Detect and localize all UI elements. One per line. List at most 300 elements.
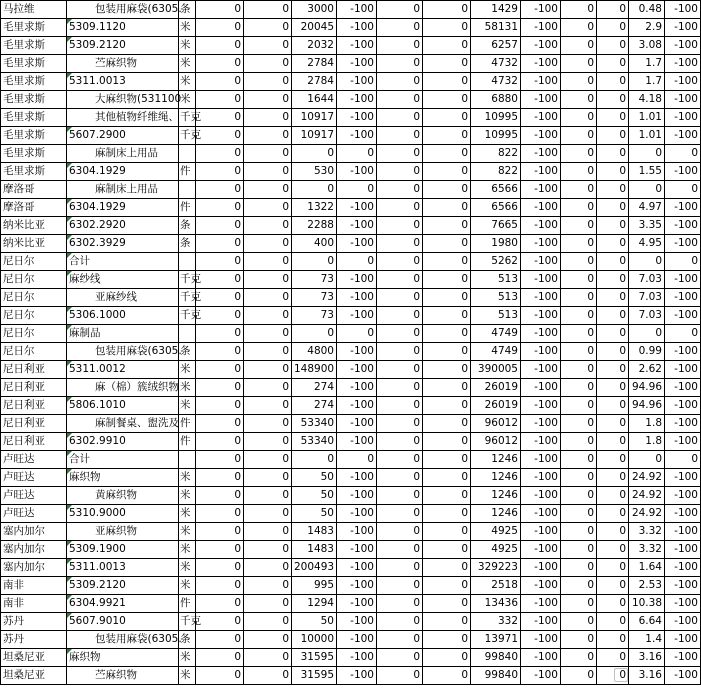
value-cell[interactable]: -100 — [337, 127, 377, 145]
value-cell[interactable]: -100 — [521, 559, 561, 577]
value-cell[interactable]: -100 — [521, 541, 561, 559]
value-cell[interactable]: 0 — [377, 559, 423, 577]
value-cell[interactable]: -100 — [665, 235, 701, 253]
value-cell[interactable]: 0 — [561, 487, 597, 505]
value-cell[interactable]: -100 — [337, 217, 377, 235]
unit-cell[interactable]: 米 — [179, 541, 196, 559]
unit-cell[interactable]: 米 — [179, 487, 196, 505]
value-cell[interactable]: -100 — [665, 19, 701, 37]
value-cell[interactable]: 0 — [377, 631, 423, 649]
value-cell[interactable]: 0 — [423, 451, 471, 469]
unit-cell[interactable]: 条 — [179, 235, 196, 253]
value-cell[interactable]: 0 — [561, 289, 597, 307]
value-cell[interactable]: 0 — [244, 1, 292, 19]
value-cell[interactable]: 1246 — [471, 487, 521, 505]
value-cell[interactable]: -100 — [337, 307, 377, 325]
product-name-cell[interactable]: 包装用麻袋(6305. — [67, 1, 179, 19]
country-cell[interactable]: 尼日利亚 — [1, 415, 67, 433]
value-cell[interactable]: 0 — [337, 253, 377, 271]
value-cell[interactable]: 0 — [244, 343, 292, 361]
unit-cell[interactable]: 米 — [179, 469, 196, 487]
unit-cell[interactable]: 条 — [179, 343, 196, 361]
value-cell[interactable]: 7.03 — [629, 271, 665, 289]
value-cell[interactable]: 0 — [196, 109, 244, 127]
unit-cell[interactable]: 条 — [179, 631, 196, 649]
country-cell[interactable]: 卢旺达 — [1, 505, 67, 523]
value-cell[interactable]: 0 — [196, 559, 244, 577]
value-cell[interactable]: 0 — [597, 325, 629, 343]
value-cell[interactable]: -100 — [665, 577, 701, 595]
unit-cell[interactable]: 米 — [179, 559, 196, 577]
value-cell[interactable]: 0 — [337, 451, 377, 469]
value-cell[interactable]: 0 — [423, 487, 471, 505]
unit-cell[interactable] — [179, 325, 196, 343]
value-cell[interactable]: 0 — [244, 415, 292, 433]
hs-code-cell[interactable]: 5311.0013 — [67, 559, 179, 577]
value-cell[interactable]: -100 — [337, 433, 377, 451]
value-cell[interactable]: -100 — [521, 487, 561, 505]
value-cell[interactable]: 400 — [292, 235, 337, 253]
value-cell[interactable]: 0 — [561, 127, 597, 145]
value-cell[interactable]: 0 — [423, 343, 471, 361]
value-cell[interactable]: 0 — [561, 181, 597, 199]
value-cell[interactable]: 0 — [561, 343, 597, 361]
value-cell[interactable]: 0 — [377, 379, 423, 397]
value-cell[interactable]: 0 — [561, 19, 597, 37]
product-name-cell[interactable]: 麻制床上用品 — [67, 145, 179, 163]
value-cell[interactable]: 0 — [244, 361, 292, 379]
value-cell[interactable]: -100 — [521, 271, 561, 289]
value-cell[interactable]: 0 — [597, 235, 629, 253]
value-cell[interactable]: 0 — [597, 199, 629, 217]
value-cell[interactable]: 0 — [597, 361, 629, 379]
hs-code-cell[interactable]: 5309.1900 — [67, 541, 179, 559]
value-cell[interactable]: 0 — [196, 415, 244, 433]
value-cell[interactable]: 0 — [597, 289, 629, 307]
value-cell[interactable]: 1246 — [471, 469, 521, 487]
value-cell[interactable]: 1.7 — [629, 55, 665, 73]
value-cell[interactable]: -100 — [337, 649, 377, 667]
value-cell[interactable]: 0 — [561, 469, 597, 487]
country-cell[interactable]: 尼日尔 — [1, 253, 67, 271]
value-cell[interactable]: 0 — [196, 289, 244, 307]
value-cell[interactable]: -100 — [521, 613, 561, 631]
value-cell[interactable]: 0 — [561, 217, 597, 235]
hs-code-cell[interactable]: 5310.9000 — [67, 505, 179, 523]
value-cell[interactable]: -100 — [665, 37, 701, 55]
value-cell[interactable]: -100 — [521, 397, 561, 415]
value-cell[interactable]: 0 — [196, 217, 244, 235]
value-cell[interactable]: 0 — [597, 397, 629, 415]
value-cell[interactable]: 0 — [196, 631, 244, 649]
value-cell[interactable]: 24.92 — [629, 469, 665, 487]
value-cell[interactable]: 0 — [423, 325, 471, 343]
unit-cell[interactable]: 米 — [179, 361, 196, 379]
hs-code-cell[interactable]: 6304.1929 — [67, 199, 179, 217]
value-cell[interactable]: 99840 — [471, 667, 521, 685]
country-cell[interactable]: 坦桑尼亚 — [1, 667, 67, 685]
value-cell[interactable]: -100 — [665, 487, 701, 505]
value-cell[interactable]: 0 — [244, 487, 292, 505]
value-cell[interactable]: 0 — [597, 451, 629, 469]
value-cell[interactable]: 0 — [665, 325, 701, 343]
value-cell[interactable]: 0 — [196, 181, 244, 199]
value-cell[interactable]: 0 — [561, 199, 597, 217]
value-cell[interactable]: 0 — [377, 307, 423, 325]
country-cell[interactable]: 卢旺达 — [1, 469, 67, 487]
value-cell[interactable]: -100 — [521, 325, 561, 343]
value-cell[interactable]: 0 — [244, 433, 292, 451]
value-cell[interactable]: 0 — [377, 649, 423, 667]
value-cell[interactable]: -100 — [521, 577, 561, 595]
value-cell[interactable]: 0 — [244, 631, 292, 649]
value-cell[interactable]: 0 — [196, 55, 244, 73]
value-cell[interactable]: 0 — [377, 19, 423, 37]
value-cell[interactable]: 73 — [292, 307, 337, 325]
value-cell[interactable]: 0 — [423, 307, 471, 325]
value-cell[interactable]: 3000 — [292, 1, 337, 19]
hs-code-cell[interactable]: 5306.1000 — [67, 307, 179, 325]
value-cell[interactable]: 0 — [377, 613, 423, 631]
value-cell[interactable]: 0 — [597, 343, 629, 361]
value-cell[interactable]: 0 — [423, 271, 471, 289]
country-cell[interactable]: 纳米比亚 — [1, 235, 67, 253]
value-cell[interactable]: 0 — [377, 541, 423, 559]
value-cell[interactable]: 0 — [377, 37, 423, 55]
value-cell[interactable]: 0 — [244, 199, 292, 217]
value-cell[interactable]: 0 — [423, 559, 471, 577]
value-cell[interactable]: 4925 — [471, 541, 521, 559]
value-cell[interactable]: 0 — [244, 379, 292, 397]
value-cell[interactable]: 0 — [561, 307, 597, 325]
value-cell[interactable]: 2784 — [292, 55, 337, 73]
value-cell[interactable]: 0 — [196, 253, 244, 271]
value-cell[interactable]: 0 — [377, 91, 423, 109]
value-cell[interactable]: 0 — [196, 91, 244, 109]
unit-cell[interactable]: 米 — [179, 577, 196, 595]
value-cell[interactable]: 0 — [377, 289, 423, 307]
value-cell[interactable]: 3.32 — [629, 541, 665, 559]
value-cell[interactable]: 1294 — [292, 595, 337, 613]
value-cell[interactable]: -100 — [337, 631, 377, 649]
value-cell[interactable]: 0 — [377, 253, 423, 271]
value-cell[interactable]: -100 — [521, 595, 561, 613]
value-cell[interactable]: -100 — [665, 361, 701, 379]
value-cell[interactable]: -100 — [521, 505, 561, 523]
value-cell[interactable]: -100 — [521, 649, 561, 667]
value-cell[interactable]: -100 — [337, 361, 377, 379]
value-cell[interactable]: 26019 — [471, 397, 521, 415]
value-cell[interactable]: 0 — [561, 361, 597, 379]
value-cell[interactable]: 0 — [561, 325, 597, 343]
unit-cell[interactable]: 米 — [179, 19, 196, 37]
value-cell[interactable]: -100 — [665, 109, 701, 127]
value-cell[interactable]: 10.38 — [629, 595, 665, 613]
value-cell[interactable]: 0 — [244, 289, 292, 307]
value-cell[interactable]: 7.03 — [629, 289, 665, 307]
value-cell[interactable]: -100 — [521, 415, 561, 433]
value-cell[interactable]: 0 — [377, 667, 423, 685]
country-cell[interactable]: 塞内加尔 — [1, 559, 67, 577]
value-cell[interactable]: 0 — [561, 163, 597, 181]
value-cell[interactable]: 274 — [292, 397, 337, 415]
value-cell[interactable]: -100 — [521, 289, 561, 307]
value-cell[interactable]: 50 — [292, 469, 337, 487]
value-cell[interactable]: -100 — [337, 109, 377, 127]
value-cell[interactable]: 0 — [561, 433, 597, 451]
unit-cell[interactable]: 米 — [179, 73, 196, 91]
value-cell[interactable]: 0 — [597, 433, 629, 451]
value-cell[interactable]: 0 — [561, 55, 597, 73]
country-cell[interactable]: 苏丹 — [1, 613, 67, 631]
value-cell[interactable]: 0 — [597, 181, 629, 199]
country-cell[interactable]: 毛里求斯 — [1, 163, 67, 181]
value-cell[interactable]: 0 — [377, 163, 423, 181]
product-name-cell[interactable]: 麻（棉）簇绒织物 — [67, 379, 179, 397]
value-cell[interactable]: 1483 — [292, 523, 337, 541]
value-cell[interactable]: 0 — [244, 19, 292, 37]
value-cell[interactable]: -100 — [521, 127, 561, 145]
value-cell[interactable]: 0 — [561, 631, 597, 649]
value-cell[interactable]: 0 — [244, 163, 292, 181]
value-cell[interactable]: 0 — [377, 73, 423, 91]
value-cell[interactable]: 0 — [377, 577, 423, 595]
value-cell[interactable]: 0 — [244, 55, 292, 73]
value-cell[interactable]: 0 — [561, 559, 597, 577]
unit-cell[interactable]: 千克 — [179, 109, 196, 127]
value-cell[interactable]: 0 — [244, 325, 292, 343]
value-cell[interactable]: 513 — [471, 271, 521, 289]
value-cell[interactable]: 0 — [561, 37, 597, 55]
unit-cell[interactable]: 千克 — [179, 613, 196, 631]
country-cell[interactable]: 尼日尔 — [1, 325, 67, 343]
hs-code-cell[interactable]: 6304.9921 — [67, 595, 179, 613]
value-cell[interactable]: 0 — [377, 217, 423, 235]
value-cell[interactable]: -100 — [521, 1, 561, 19]
value-cell[interactable]: 0 — [244, 271, 292, 289]
value-cell[interactable]: -100 — [521, 73, 561, 91]
hs-code-cell[interactable]: 5311.0012 — [67, 361, 179, 379]
value-cell[interactable]: 274 — [292, 379, 337, 397]
hs-code-cell[interactable]: 6302.9910 — [67, 433, 179, 451]
value-cell[interactable]: 0.48 — [629, 1, 665, 19]
value-cell[interactable]: 0 — [196, 433, 244, 451]
hs-code-cell[interactable]: 合计 — [67, 451, 179, 469]
country-cell[interactable]: 毛里求斯 — [1, 55, 67, 73]
value-cell[interactable]: -100 — [665, 163, 701, 181]
hs-code-cell[interactable]: 5607.2900 — [67, 127, 179, 145]
value-cell[interactable]: 1.01 — [629, 109, 665, 127]
value-cell[interactable]: -100 — [337, 559, 377, 577]
unit-cell[interactable]: 千克 — [179, 271, 196, 289]
value-cell[interactable]: 0 — [629, 181, 665, 199]
country-cell[interactable]: 纳米比亚 — [1, 217, 67, 235]
product-name-cell[interactable]: 大麻织物(531100 — [67, 91, 179, 109]
country-cell[interactable]: 毛里求斯 — [1, 19, 67, 37]
value-cell[interactable]: 0 — [423, 379, 471, 397]
value-cell[interactable]: 0 — [665, 181, 701, 199]
value-cell[interactable]: 0 — [196, 127, 244, 145]
country-cell[interactable]: 毛里求斯 — [1, 91, 67, 109]
country-cell[interactable]: 尼日利亚 — [1, 361, 67, 379]
value-cell[interactable]: 0 — [423, 91, 471, 109]
value-cell[interactable]: 0 — [377, 181, 423, 199]
value-cell[interactable]: -100 — [337, 379, 377, 397]
country-cell[interactable]: 卢旺达 — [1, 451, 67, 469]
value-cell[interactable]: 10917 — [292, 109, 337, 127]
value-cell[interactable]: -100 — [665, 289, 701, 307]
value-cell[interactable]: 0 — [629, 325, 665, 343]
value-cell[interactable]: 0 — [244, 235, 292, 253]
value-cell[interactable]: 0 — [244, 559, 292, 577]
value-cell[interactable]: -100 — [665, 613, 701, 631]
value-cell[interactable]: 0 — [423, 667, 471, 685]
value-cell[interactable]: 3.16 — [629, 649, 665, 667]
value-cell[interactable]: 0 — [597, 559, 629, 577]
value-cell[interactable]: -100 — [665, 127, 701, 145]
value-cell[interactable]: 0 — [423, 613, 471, 631]
value-cell[interactable]: 0 — [244, 451, 292, 469]
value-cell[interactable]: 0 — [196, 523, 244, 541]
value-cell[interactable]: -100 — [337, 289, 377, 307]
value-cell[interactable]: -100 — [337, 487, 377, 505]
value-cell[interactable]: 0 — [597, 415, 629, 433]
value-cell[interactable]: 94.96 — [629, 397, 665, 415]
value-cell[interactable]: 0 — [423, 433, 471, 451]
hs-code-cell[interactable]: 麻织物 — [67, 649, 179, 667]
value-cell[interactable]: 2.53 — [629, 577, 665, 595]
value-cell[interactable]: 0 — [244, 577, 292, 595]
country-cell[interactable]: 苏丹 — [1, 631, 67, 649]
value-cell[interactable]: 0 — [196, 595, 244, 613]
value-cell[interactable]: -100 — [521, 199, 561, 217]
hs-code-cell[interactable]: 麻制品 — [67, 325, 179, 343]
value-cell[interactable]: 1980 — [471, 235, 521, 253]
value-cell[interactable]: -100 — [665, 523, 701, 541]
value-cell[interactable]: 0 — [597, 1, 629, 19]
value-cell[interactable]: 0 — [377, 199, 423, 217]
hs-code-cell[interactable]: 5607.9010 — [67, 613, 179, 631]
value-cell[interactable]: 0 — [423, 145, 471, 163]
value-cell[interactable]: 0 — [337, 181, 377, 199]
hs-code-cell[interactable]: 6302.3929 — [67, 235, 179, 253]
value-cell[interactable]: 0 — [377, 145, 423, 163]
value-cell[interactable]: 26019 — [471, 379, 521, 397]
value-cell[interactable]: 0 — [561, 451, 597, 469]
value-cell[interactable]: 0 — [337, 325, 377, 343]
value-cell[interactable]: -100 — [665, 1, 701, 19]
value-cell[interactable]: 0 — [377, 271, 423, 289]
value-cell[interactable]: -100 — [665, 415, 701, 433]
value-cell[interactable]: -100 — [665, 271, 701, 289]
value-cell[interactable]: 6880 — [471, 91, 521, 109]
value-cell[interactable]: 0 — [244, 595, 292, 613]
value-cell[interactable]: 0 — [423, 55, 471, 73]
value-cell[interactable]: 0 — [597, 19, 629, 37]
hs-code-cell[interactable]: 5806.1010 — [67, 397, 179, 415]
value-cell[interactable]: 1246 — [471, 451, 521, 469]
value-cell[interactable]: 10995 — [471, 109, 521, 127]
value-cell[interactable]: 1429 — [471, 1, 521, 19]
value-cell[interactable]: 4925 — [471, 523, 521, 541]
value-cell[interactable]: 0 — [244, 541, 292, 559]
value-cell[interactable]: -100 — [665, 217, 701, 235]
value-cell[interactable]: -100 — [337, 541, 377, 559]
value-cell[interactable]: 0 — [423, 73, 471, 91]
value-cell[interactable]: -100 — [521, 253, 561, 271]
value-cell[interactable]: 0 — [597, 307, 629, 325]
value-cell[interactable]: -100 — [665, 379, 701, 397]
country-cell[interactable]: 尼日尔 — [1, 307, 67, 325]
country-cell[interactable]: 南非 — [1, 595, 67, 613]
value-cell[interactable]: 94.96 — [629, 379, 665, 397]
value-cell[interactable]: 0 — [561, 109, 597, 127]
value-cell[interactable]: 0 — [597, 163, 629, 181]
value-cell[interactable]: -100 — [337, 73, 377, 91]
value-cell[interactable]: 0 — [423, 469, 471, 487]
value-cell[interactable]: 0 — [244, 469, 292, 487]
country-cell[interactable]: 塞内加尔 — [1, 541, 67, 559]
value-cell[interactable]: -100 — [665, 505, 701, 523]
value-cell[interactable]: 0 — [597, 37, 629, 55]
value-cell[interactable]: 7.03 — [629, 307, 665, 325]
value-cell[interactable]: 0 — [561, 145, 597, 163]
value-cell[interactable]: 0 — [561, 91, 597, 109]
value-cell[interactable]: 0 — [561, 649, 597, 667]
value-cell[interactable]: 2518 — [471, 577, 521, 595]
unit-cell[interactable]: 件 — [179, 433, 196, 451]
value-cell[interactable]: 2032 — [292, 37, 337, 55]
value-cell[interactable]: -100 — [337, 235, 377, 253]
country-cell[interactable]: 坦桑尼亚 — [1, 649, 67, 667]
value-cell[interactable]: 1.8 — [629, 433, 665, 451]
value-cell[interactable]: 0 — [196, 271, 244, 289]
value-cell[interactable]: 0 — [292, 145, 337, 163]
value-cell[interactable]: 0 — [244, 37, 292, 55]
value-cell[interactable]: 513 — [471, 289, 521, 307]
value-cell[interactable]: 4732 — [471, 55, 521, 73]
value-cell[interactable]: -100 — [521, 361, 561, 379]
value-cell[interactable]: -100 — [337, 415, 377, 433]
value-cell[interactable]: 0 — [597, 55, 629, 73]
value-cell[interactable]: 0 — [597, 469, 629, 487]
value-cell[interactable]: 0 — [597, 505, 629, 523]
value-cell[interactable]: 0 — [561, 397, 597, 415]
value-cell[interactable]: 5262 — [471, 253, 521, 271]
value-cell[interactable]: -100 — [337, 667, 377, 685]
value-cell[interactable]: 0 — [377, 343, 423, 361]
hs-code-cell[interactable]: 合计 — [67, 253, 179, 271]
value-cell[interactable]: 0 — [244, 217, 292, 235]
value-cell[interactable]: 0 — [196, 307, 244, 325]
value-cell[interactable]: 0 — [561, 415, 597, 433]
value-cell[interactable]: 0 — [561, 271, 597, 289]
value-cell[interactable]: -100 — [337, 397, 377, 415]
value-cell[interactable]: 4749 — [471, 343, 521, 361]
value-cell[interactable]: 0 — [196, 667, 244, 685]
value-cell[interactable]: 0 — [561, 73, 597, 91]
value-cell[interactable]: 0 — [561, 505, 597, 523]
value-cell[interactable]: 0 — [423, 649, 471, 667]
value-cell[interactable]: 4800 — [292, 343, 337, 361]
value-cell[interactable]: -100 — [337, 19, 377, 37]
country-cell[interactable]: 摩洛哥 — [1, 181, 67, 199]
value-cell[interactable]: 0 — [244, 73, 292, 91]
value-cell[interactable]: 0 — [597, 523, 629, 541]
value-cell[interactable]: -100 — [665, 91, 701, 109]
value-cell[interactable]: 0 — [665, 253, 701, 271]
hs-code-cell[interactable]: 5309.2120 — [67, 577, 179, 595]
